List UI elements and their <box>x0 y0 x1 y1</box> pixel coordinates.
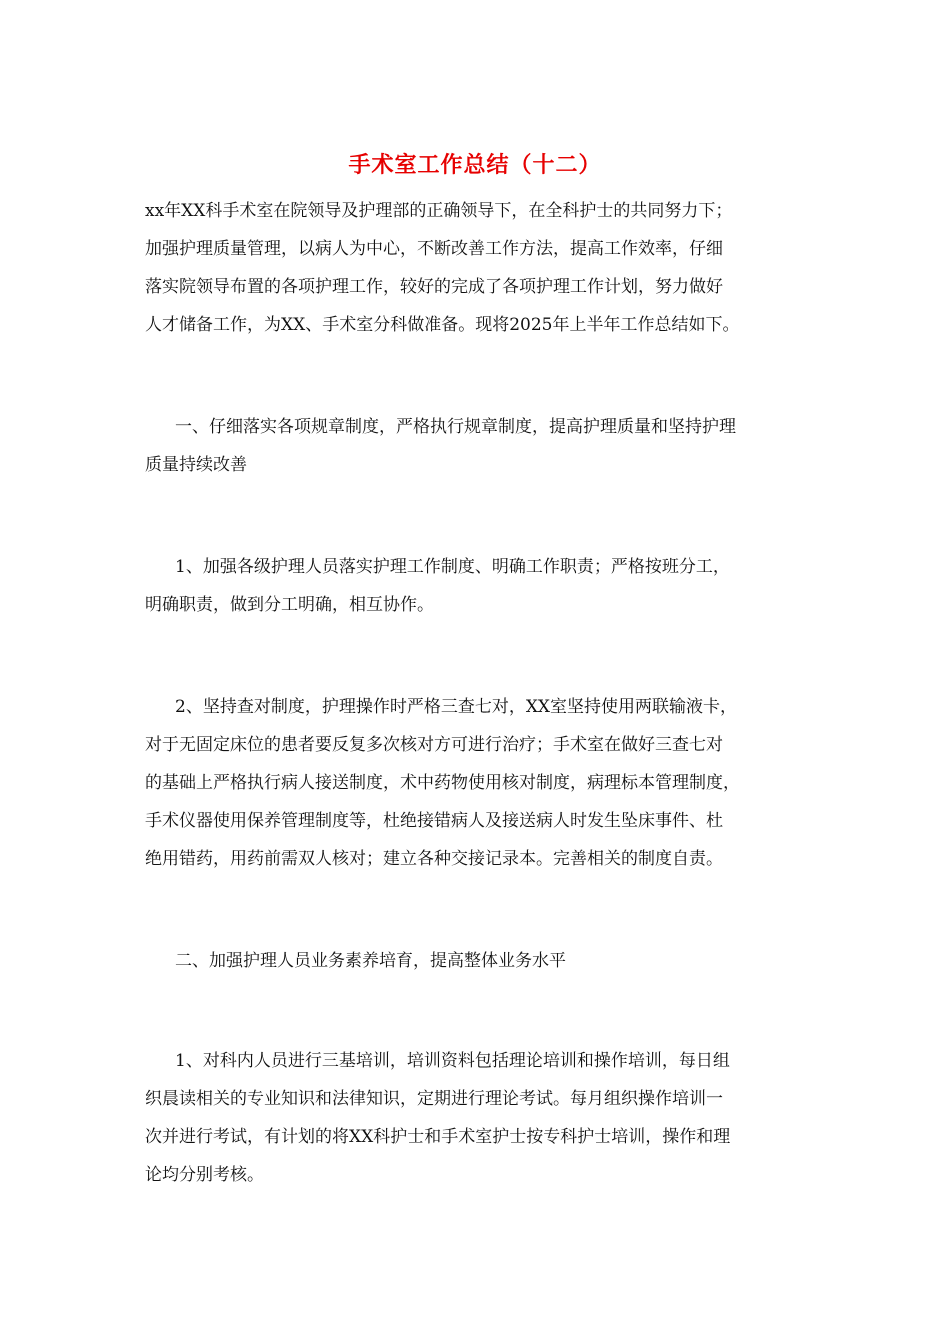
section2-item1 <box>145 1042 810 1194</box>
intro-line: 人才储备工作，为XX、手术室分科做准备。现将2025年上半年工作总结如下。 <box>145 315 740 335</box>
section1-heading <box>145 408 810 484</box>
section2-item1-line: 次并进行考试，有计划的将XX科护士和手术室护士按专科护士培训，操作和理 <box>145 1127 731 1147</box>
section1-item2-line: 手术仪器使用保养管理制度等，杜绝接错病人及接送病人时发生坠床事件、杜 <box>145 811 723 831</box>
section2-item1-line: 1、对科内人员进行三基培训，培训资料包括理论培训和操作培训，每日组 <box>175 1051 730 1071</box>
section2-item1-line: 论均分别考核。 <box>145 1165 264 1185</box>
section1-item2-line: 的基础上严格执行病人接送制度，术中药物使用核对制度，病理标本管理制度， <box>145 773 740 793</box>
intro-paragraph <box>145 192 810 344</box>
document-title: 手术室工作总结（十二） <box>348 152 602 178</box>
section2-heading <box>145 942 810 980</box>
intro-line: 加强护理质量管理，以病人为中心，不断改善工作方法，提高工作效率，仔细 <box>145 239 723 259</box>
section1-item2-line: 对于无固定床位的患者要反复多次核对方可进行治疗；手术室在做好三查七对 <box>145 735 723 755</box>
section1-item2-line: 绝用错药，用药前需双人核对；建立各种交接记录本。完善相关的制度自责。 <box>145 849 723 869</box>
section1-item2 <box>145 688 810 878</box>
section1-item1-line: 明确职责，做到分工明确，相互协作。 <box>145 595 434 615</box>
section2-heading-line: 二、加强护理人员业务素养培育，提高整体业务水平 <box>175 951 566 971</box>
section1-heading-line: 一、仔细落实各项规章制度，严格执行规章制度，提高护理质量和坚持护理 <box>175 417 736 437</box>
section1-heading-line: 质量持续改善 <box>145 455 247 475</box>
intro-line: 落实院领导布置的各项护理工作，较好的完成了各项护理工作计划，努力做好 <box>145 277 723 297</box>
section2-item1-line: 织晨读相关的专业知识和法律知识，定期进行理论考试。每月组织操作培训一 <box>145 1089 723 1109</box>
section1-item2-line: 2、坚持查对制度，护理操作时严格三查七对，XX室坚持使用两联输液卡， <box>175 697 738 717</box>
intro-line: xx年XX科手术室在院领导及护理部的正确领导下，在全科护士的共同努力下； <box>145 201 733 221</box>
section1-item1 <box>145 548 810 624</box>
section1-item1-line: 1、加强各级护理人员落实护理工作制度、明确工作职责；严格按班分工， <box>175 557 730 577</box>
